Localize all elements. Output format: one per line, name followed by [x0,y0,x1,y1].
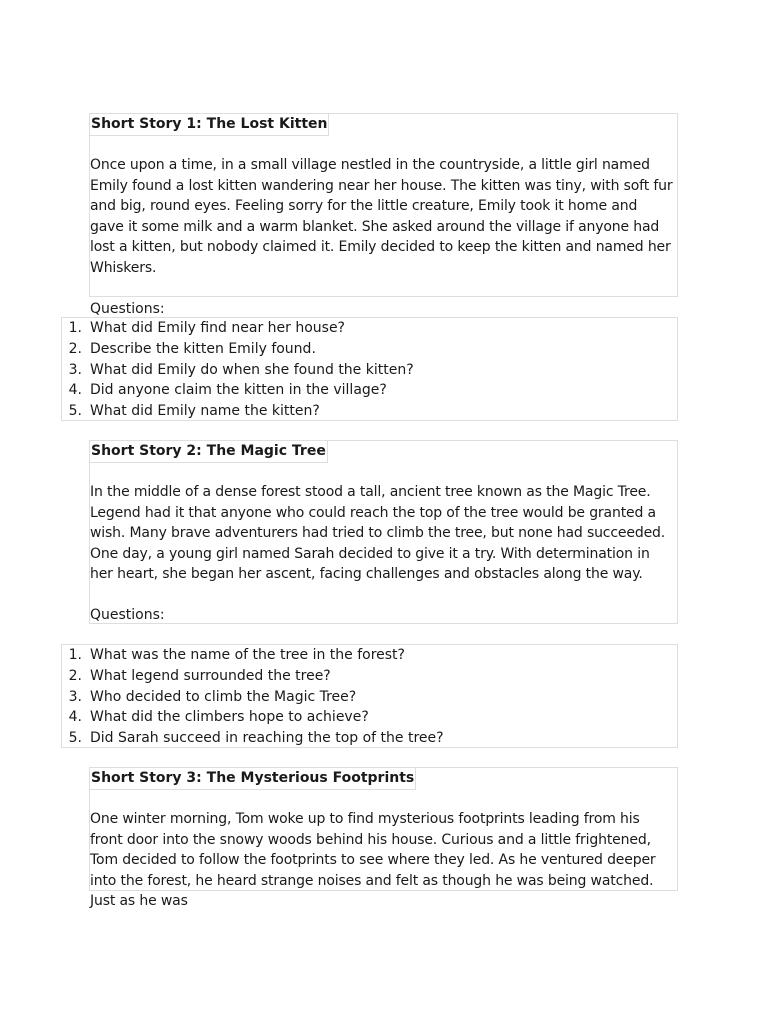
question-text: What did Emily do when she found the kitten? [90,361,414,378]
question-number: 4. [68,382,82,399]
list-item [62,707,677,728]
story-title: Short Story 1: The Lost Kitten [90,114,329,136]
question-number: 3. [68,361,82,378]
story-2 [89,440,678,624]
question-text: What did the climbers hope to achieve? [90,709,369,726]
question-text: What legend surrounded the tree? [90,667,331,684]
questions-label: Questions: [90,300,165,317]
question-number: 4. [68,709,82,726]
question-number: 5. [68,403,82,420]
question-text: Did anyone claim the kitten in the village? [90,382,387,399]
list-item [62,360,677,381]
story-text: Once upon a time, in a small village nestled in the countryside, a little girl named Emily found a lost kitten wandering near her house. The kitten was tiny, with soft fur and big, round eyes. Feeling sorry for the little creature, Emily took it home and gave it some milk and a warm blanket. She asked around the village if anyone had lost a kitten, but nobody claimed it. Emily decided to keep the kitten and named her Whiskers. [90,157,673,276]
question-number: 3. [68,688,82,705]
question-text: Describe the kitten Emily found. [90,340,316,357]
questions-list-2 [61,644,678,748]
list-item [62,401,677,422]
list-item [62,380,677,401]
question-text: What was the name of the tree in the forest? [90,647,405,663]
list-item [62,728,677,749]
list-item [62,318,677,339]
question-number: 2. [68,340,82,357]
list-item [62,687,677,708]
question-text: Who decided to climb the Magic Tree? [90,688,357,705]
story-text: In the middle of a dense forest stood a tall, ancient tree known as the Magic Tree. Legend had it that anyone who could reach the top of the tree would be granted a wish. Many brave adventurers had tried to climb the tree, but none had succeeded. One day, a young girl named Sarah decided to give it a try. With determination in her heart, she began her ascent, facing challenges and obstacles along the way. [90,484,666,583]
story-title: Short Story 3: The Mysterious Footprints [90,768,416,790]
question-number: 1. [68,647,82,663]
list-item [62,339,677,360]
question-number: 5. [68,730,82,747]
story-1 [89,113,678,317]
story-title: Short Story 2: The Magic Tree [90,441,328,463]
question-number: 1. [68,320,82,336]
list-item [62,666,677,687]
question-text: What did Emily name the kitten? [90,403,320,420]
questions-list-1 [61,317,678,421]
story-3 [89,767,678,910]
list-item [62,645,677,666]
story-text: One winter morning, Tom woke up to find mysterious footprints leading from his front door into the snowy woods behind his house. Curious and a little frightened, Tom decided to follow the footprints to see where they led. As he ventured deeper into the forest, he heard strange noises and felt as though he was being watched. Just as he was [90,811,656,910]
questions-label: Questions: [90,606,165,623]
question-text: Did Sarah succeed in reaching the top of the tree? [90,730,444,747]
question-text: What did Emily find near her house? [90,320,345,336]
question-number: 2. [68,667,82,684]
